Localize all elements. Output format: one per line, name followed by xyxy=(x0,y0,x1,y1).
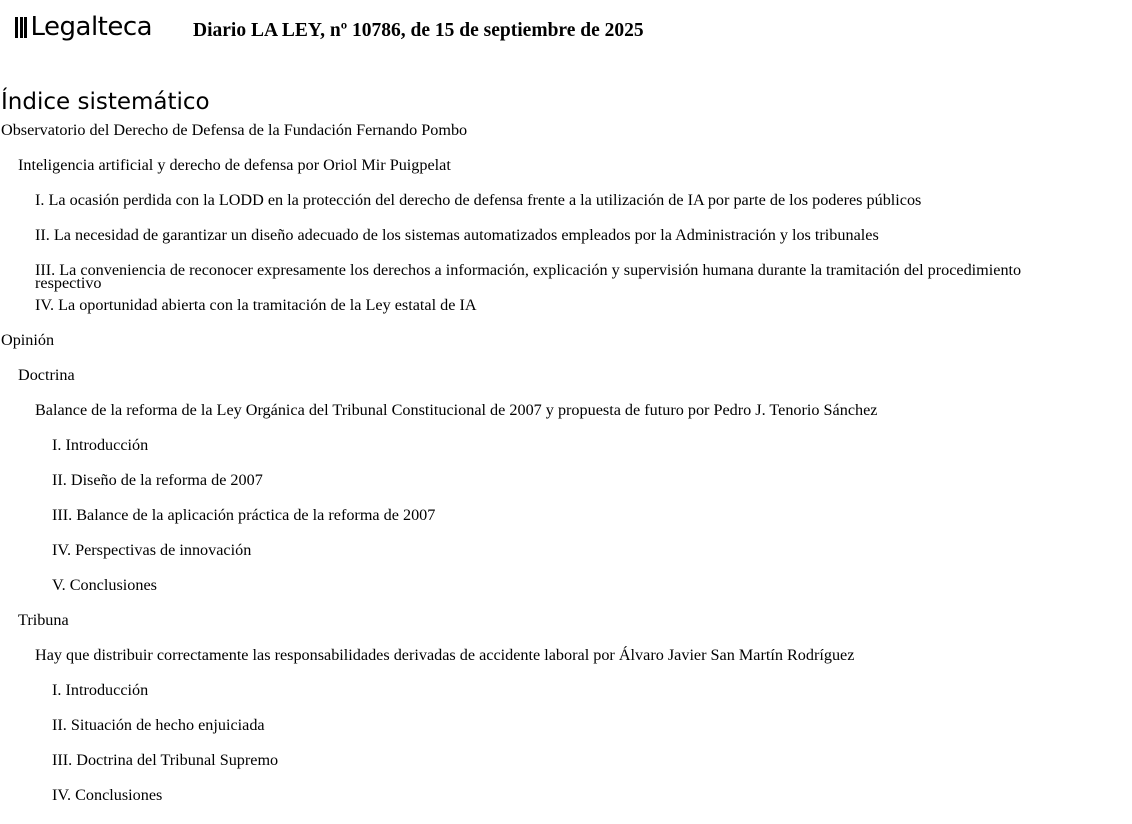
toc-entry[interactable]: II. Diseño de la reforma de 2007 xyxy=(52,471,263,489)
toc-entry[interactable]: III. La conveniencia de reconocer expresamente los derechos a información, explicación y supervisión humana durante la tramitación del procedimiento respectivo xyxy=(35,261,1022,292)
toc-entry[interactable]: I. Introducción xyxy=(52,436,149,454)
toc-entry[interactable]: Doctrina xyxy=(18,366,75,384)
toc-entry[interactable]: Balance de la reforma de la Ley Orgánica del Tribunal Constitucional de 2007 y propuesta de futuro por Pedro J. Tenorio Sánchez xyxy=(35,401,878,419)
toc-entry[interactable]: II. La necesidad de garantizar un diseño adecuado de los sistemas automatizados empleados por la Administración y los tribunales xyxy=(35,226,879,244)
toc-entry[interactable]: Inteligencia artificial y derecho de defensa por Oriol Mir Puigpelat xyxy=(18,156,451,174)
toc-entry[interactable]: IV. Conclusiones xyxy=(52,786,163,804)
toc-entry[interactable]: I. La ocasión perdida con la LODD en la protección del derecho de defensa frente a la utilización de IA por parte de los poderes públicos xyxy=(35,191,922,209)
logo-text: Legalteca xyxy=(30,12,153,42)
toc-entry[interactable]: Hay que distribuir correctamente las responsabilidades derivadas de accidente laboral por Álvaro Javier San Martín Rodríguez xyxy=(35,646,855,664)
toc-entry[interactable]: IV. Perspectivas de innovación xyxy=(52,541,252,559)
toc-entry[interactable]: II. Situación de hecho enjuiciada xyxy=(52,716,265,734)
toc-entry[interactable]: IV. La oportunidad abierta con la tramitación de la Ley estatal de IA xyxy=(35,296,477,314)
toc-entry[interactable]: Tribuna xyxy=(18,611,69,629)
toc-entry[interactable]: III. Balance de la aplicación práctica de la reforma de 2007 xyxy=(52,506,436,524)
toc-entry[interactable]: III. Doctrina del Tribunal Supremo xyxy=(52,751,279,769)
toc-entry[interactable]: Observatorio del Derecho de Defensa de la Fundación Fernando Pombo xyxy=(1,121,468,139)
index-title: Índice sistemático xyxy=(1,89,210,115)
toc-entry[interactable]: I. Introducción xyxy=(52,681,149,699)
toc-entry[interactable]: Opinión xyxy=(1,331,55,349)
legalteca-logo[interactable] xyxy=(15,10,152,44)
toc-entry[interactable]: V. Conclusiones xyxy=(52,576,157,594)
page-header xyxy=(0,0,1132,60)
logo-bars-icon xyxy=(15,17,29,38)
table-of-contents xyxy=(0,121,1132,824)
issue-title: Diario LA LEY, nº 10786, de 15 de septiembre de 2025 xyxy=(193,20,644,41)
